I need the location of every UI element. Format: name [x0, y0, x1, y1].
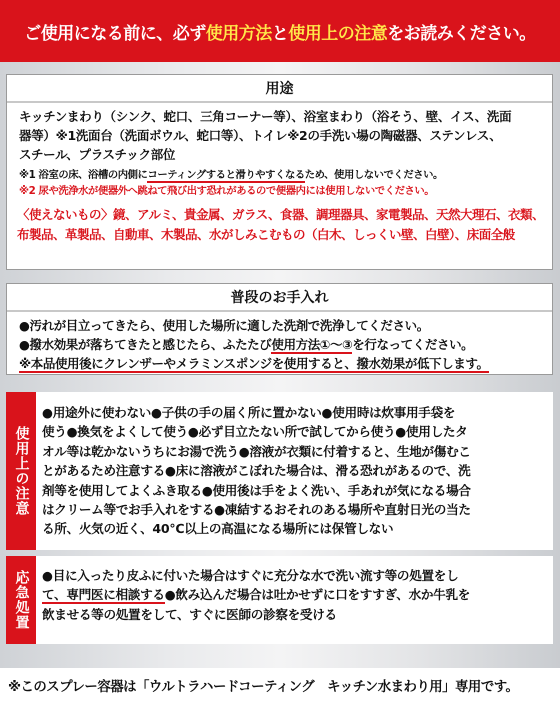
caution-line-7: る所、火気の近く、40℃以上の高温になる場所には保管しない	[42, 521, 394, 537]
note1-post: ため、使用しないでください。	[304, 169, 443, 181]
emergency-line-1: ●目に入ったり皮ふに付いた場合はすぐに充分な水で洗い流す等の処置をし	[42, 568, 459, 583]
not-usable-list	[7, 199, 552, 245]
care-line-1: ●汚れが目立ってきたら、使用した場所に適した洗剤で洗浄してください。	[19, 318, 429, 333]
banner-text-1: ご使用になる前に、必ず	[24, 23, 206, 44]
caution-text	[42, 403, 545, 539]
care-line-2-post: を行なってください。	[352, 337, 474, 352]
caution-line-6: はクリーム等でお手入れをする●凍結するおそれのある場所や直射日光の当た	[42, 502, 471, 518]
care-line-2-pre: ●撥水効果が落ちてきたと感じたら、ふたたび	[19, 337, 272, 352]
note1-underlined: コーティングすると滑りやすくなる	[147, 169, 305, 181]
note1-pre: ※1 浴室の床、浴槽の内側に	[19, 169, 148, 181]
usage-panel	[6, 74, 553, 270]
usage-line-3: スチール、プラスチック部位	[19, 147, 176, 162]
banner-highlight-caution: 使用上の注意	[288, 23, 388, 44]
care-line-3	[7, 354, 552, 373]
not-usable-line-1: 〈使えないもの〉鏡、アルミ、貴金属、ガラス、食器、調理器具、家電製品、天然大理石、衣類、	[17, 207, 545, 222]
caution-line-1: ●用途外に使わない●子供の手の届く所に置かない●使用時は炊事用手袋を	[42, 405, 456, 420]
emergency-text	[42, 566, 545, 624]
emergency-line-2	[42, 585, 545, 604]
care-line-2-underlined: 使用方法①〜③	[271, 337, 353, 352]
care-line-3-text: ※本品使用後にクレンザーやメラミンスポンジを使用すると、撥水効果が低下します。	[19, 356, 489, 371]
care-heading: 普段のお手入れ	[7, 284, 552, 312]
header-banner	[0, 0, 560, 62]
usage-description	[7, 103, 552, 164]
banner-highlight-usage: 使用方法	[205, 23, 272, 44]
usage-line-1: キッチンまわり（シンク、蛇口、三角コーナー等）、浴室まわり（浴そう、壁、イス、洗面	[19, 109, 512, 124]
caution-side-label: 使用上の注意	[6, 392, 36, 550]
caution-line-2: 使う●換気をよくして使う●必ず目立たない所で試してから使う●使用したタ	[42, 424, 468, 440]
caution-panel	[6, 392, 553, 550]
emergency-line-2-underlined: て、専門医に相談する	[42, 587, 165, 603]
banner-text-2: と	[271, 23, 289, 44]
banner-text-3: をお読みください。	[387, 23, 536, 44]
caution-line-4: とがあるため注意する●床に溶液がこぼれた場合は、滑る恐れがあるので、洗	[42, 463, 471, 479]
emergency-line-3: 飲ませる等の処置をして、すぐに医師の診察を受ける	[42, 606, 337, 622]
caution-line-5: 剤等を使用してよくふき取る●使用後は手をよく洗い、手あれが気になる場合	[42, 482, 471, 498]
usage-line-2: 器等）※1洗面台（洗面ボウル、蛇口等）、トイレ※2の手洗い場の陶磁器、ステンレス、	[19, 128, 502, 143]
usage-note-1	[7, 167, 552, 183]
usage-note-2: ※2 尿や洗浄水が便器外へ跳ねて飛び出す恐れがあるので便器内には使用しないでください。	[19, 185, 435, 197]
care-panel	[6, 283, 553, 375]
usage-heading: 用途	[7, 75, 552, 103]
caution-line-3: オル等は乾かないうちにお湯で洗う●溶液が衣類に付着すると、生地が傷むこ	[42, 443, 471, 459]
emergency-panel	[6, 556, 553, 644]
footer-note: ※このスプレー容器は「ウルトラハードコーティング キッチン水まわり用」専用です。	[8, 680, 519, 695]
emergency-line-2-post: ●飲み込んだ場合は吐かせずに口をすすぎ、水か牛乳を	[164, 587, 471, 603]
not-usable-line-2: 布製品、革製品、自動車、木製品、水がしみこむもの（白木、しっくい壁、白壁）、床面全般	[17, 227, 515, 242]
emergency-side-label: 応急処置	[6, 556, 36, 644]
care-line-2	[7, 335, 552, 354]
